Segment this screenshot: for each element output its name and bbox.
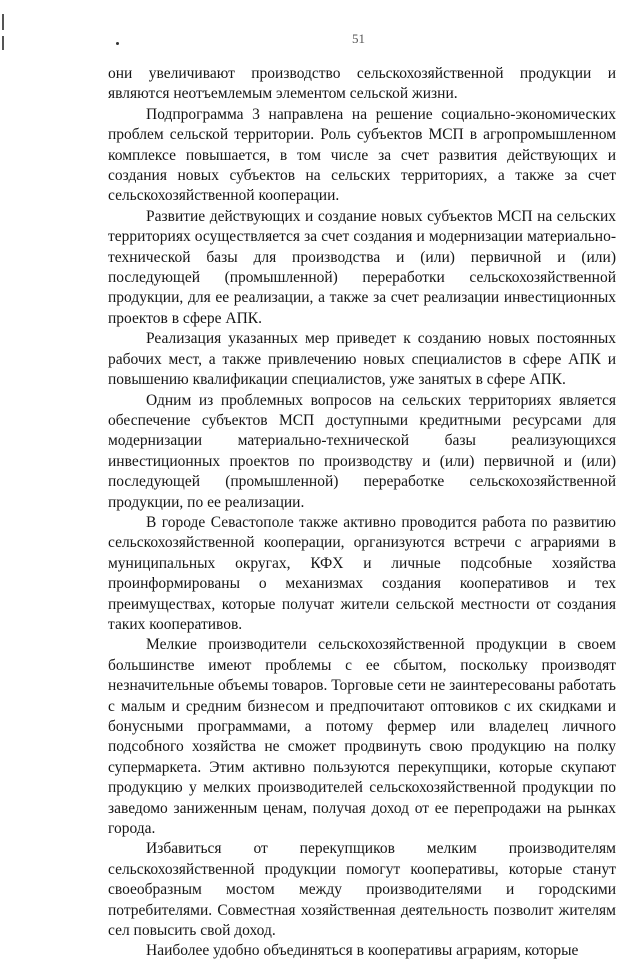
paragraph-subprogram-3: Подпрограмма 3 направлена на решение социально-экономических проблем сельской территории. Роль субъектов МСП в агропромышленном комплексе повышается, в том числе за счет развития действующих и создания новых субъектов на сельских территориях, а также за счет сельскохозяйственной кооперации. <box>108 105 616 205</box>
paragraph-small-producers: Мелкие производители сельскохозяйственной продукции в своем большинстве имеют проблемы с ее сбытом, поскольку производят незначительные объемы товаров. Торговые сети не заинтересованы работать с малым и средним бизнесом и предпочитают оптовиков с их скидками и бонусными программами, а потому фермер или владелец личного подсобного хозяйства не сможет продвинуть свою продукцию на полку супермаркета. Этим активно пользуются перекупщики, которые скупают продукцию у мелких производителей сельскохозяйственной продукции по заведомо заниженным ценам, получая доход от ее перепродажи на рынках города. <box>108 636 616 838</box>
paragraph-continuation: они увеличивают производство сельскохозяйственной продукции и являются неотъемлемым элементом сельской жизни. <box>108 65 616 103</box>
paragraph-final: Наиболее удобно объединяться в кооперативы аграриям, которые <box>146 942 579 960</box>
paragraph-credit-problem: Одним из проблемных вопросов на сельских территориях является обеспечение субъектов МСП доступными кредитными ресурсами для модернизации материально-технической базы реализующихся инвестиционных проектов по производству и (или) первичной и (или) последующей (промышленной) переработке сельскохозяйственной продукции, по ее реализации. <box>108 391 616 511</box>
scan-edge-mark-top <box>2 14 4 30</box>
paragraph-implementation: Реализация указанных мер приведет к созданию новых постоянных рабочих мест, а также привлечению новых специалистов в сфере АПК и повышению квалификации специалистов, уже занятых в сфере АПК. <box>108 330 616 389</box>
scan-dot-mark <box>116 42 119 45</box>
body-text <box>108 64 616 962</box>
paragraph-cooperatives: Избавиться от перекупщиков мелким производителям сельскохозяйственной продукции помогут кооперативы, которые станут своеобразным мостом между производителями и городскими потребителями. Совместная хозяйственная деятельность позволит жителям сел повысить свой доход. <box>108 840 616 940</box>
paragraph-sevastopol: В городе Севастополе также активно проводится работа по развитию сельскохозяйственной кооперации, организуются встречи с аграриями в муниципальных округах, КФХ и личные подсобные хозяйства проинформированы о механизмах создания кооперативов и тех преимуществах, которые получат жители сельской местности от создания таких кооперативов. <box>108 513 616 633</box>
scan-edge-mark-bottom <box>2 36 4 50</box>
page-number: 51 <box>352 31 365 46</box>
paragraph-development: Развитие действующих и создание новых субъектов МСП на сельских территориях осуществляется за счет создания и модернизации материально-технической базы для производства и (или) первичной и (или) последующей (промышленной) переработки сельскохозяйственной продукции, для ее реализации, а также за счет реализации инвестиционных проектов в сфере АПК. <box>108 207 616 327</box>
